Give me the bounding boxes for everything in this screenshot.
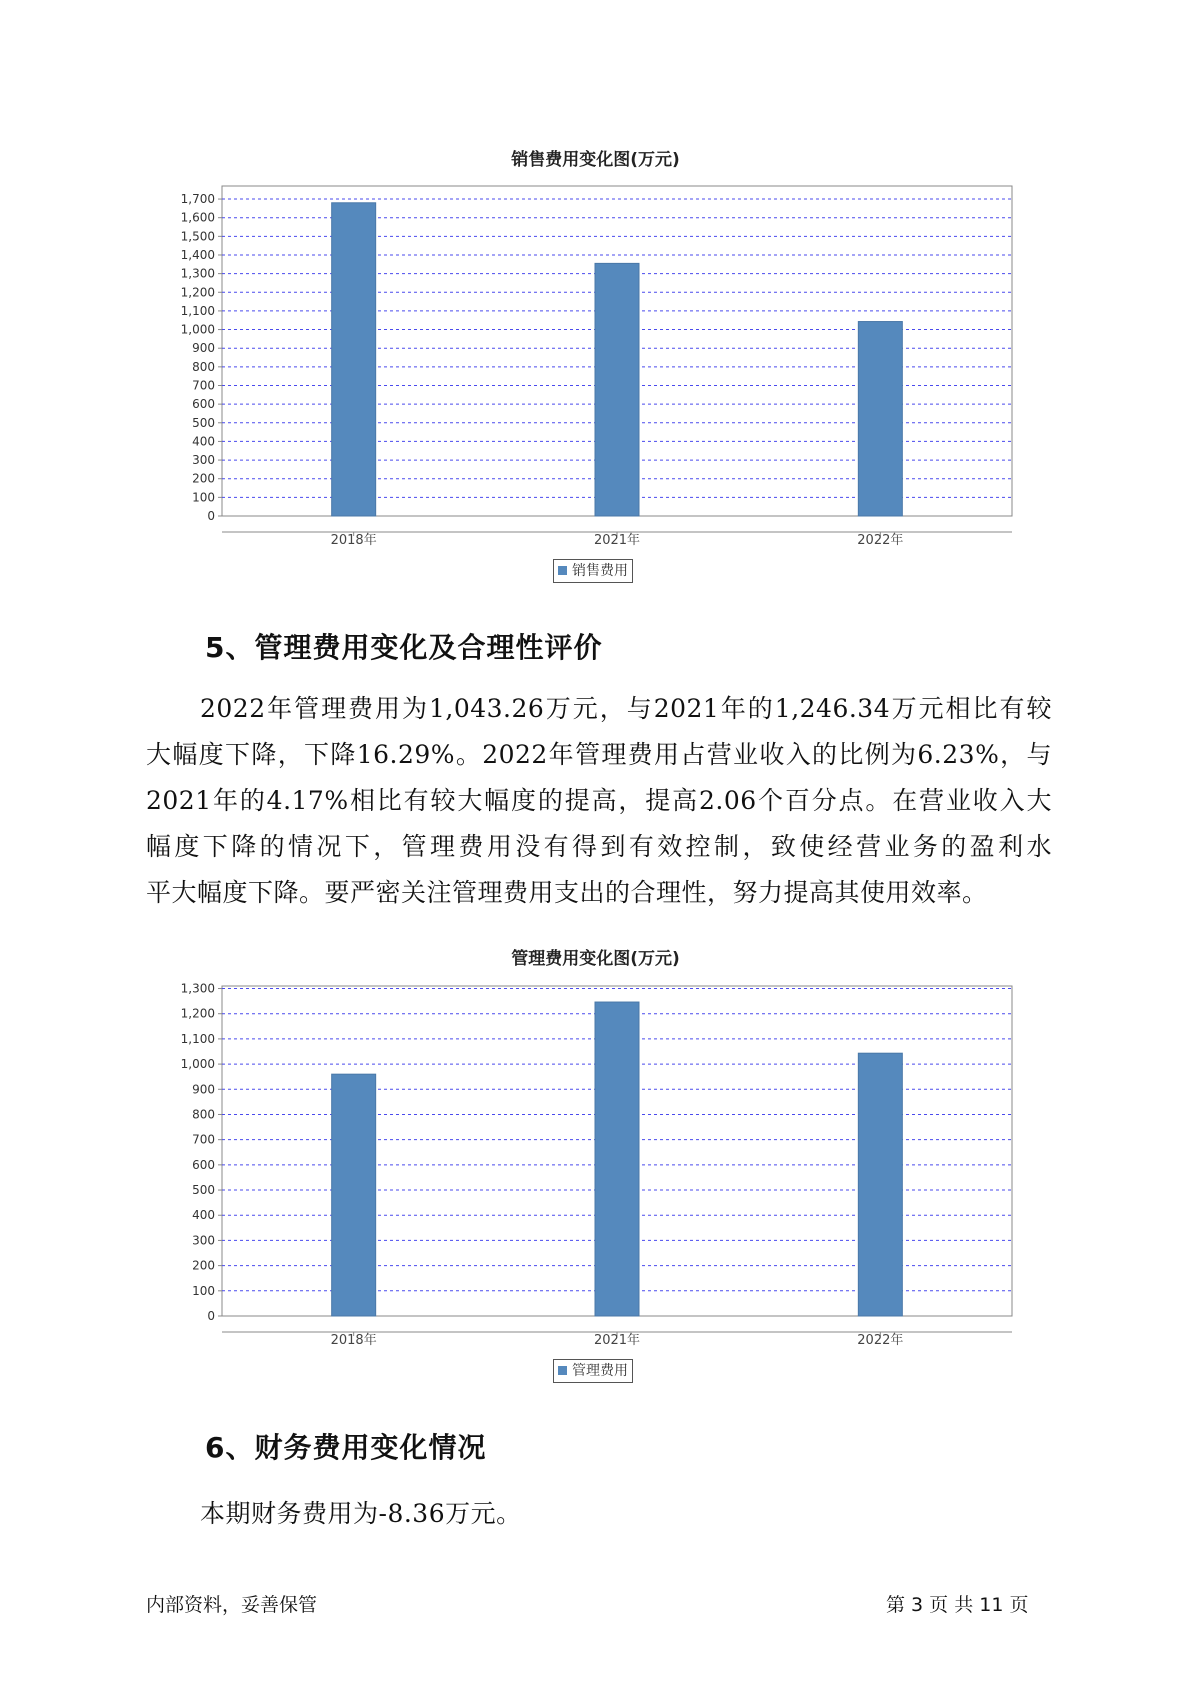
y-tick-label: 400 <box>192 434 215 449</box>
paragraph-line: 幅度下降的情况下，管理费用没有得到有效控制，致使经营业务的盈利水 <box>146 832 1052 861</box>
y-tick-label: 200 <box>192 1258 215 1273</box>
y-tick-label: 700 <box>192 378 215 393</box>
y-tick-label: 1,100 <box>180 1031 215 1046</box>
y-tick-label: 300 <box>192 453 215 468</box>
y-tick-label: 600 <box>192 397 215 412</box>
y-tick-label: 200 <box>192 471 215 486</box>
legend-swatch <box>558 566 567 575</box>
y-tick-label: 1,300 <box>180 266 215 281</box>
y-tick-label: 1,200 <box>180 285 215 300</box>
paragraph-line: 2021年的4.17%相比有较大幅度的提高，提高2.06个百分点。在营业收入大 <box>146 786 1052 815</box>
y-tick-label: 1,400 <box>180 247 215 262</box>
x-tick-label: 2018年 <box>330 533 377 548</box>
y-tick-label: 1,700 <box>180 192 215 207</box>
y-tick-label: 100 <box>192 490 215 505</box>
bar <box>595 263 639 516</box>
paragraph-line: 大幅度下降，下降16.29%。2022年管理费用占营业收入的比例为6.23%，与 <box>146 740 1052 769</box>
section-heading: 5、管理费用变化及合理性评价 <box>205 631 603 664</box>
x-tick-label: 2021年 <box>593 533 641 548</box>
legend-swatch <box>558 1366 567 1375</box>
chart-legend <box>553 559 633 583</box>
y-tick-label: 800 <box>192 359 215 374</box>
x-tick-label: 2018年 <box>330 1333 377 1348</box>
y-tick-label: 400 <box>192 1208 215 1223</box>
y-tick-label: 500 <box>192 415 215 430</box>
y-tick-label: 1,000 <box>180 1057 215 1072</box>
x-tick-label: 2022年 <box>857 533 904 548</box>
y-tick-label: 1,100 <box>180 303 215 318</box>
bar <box>858 1053 902 1316</box>
y-tick-label: 0 <box>207 1309 215 1323</box>
y-tick-label: 700 <box>192 1132 215 1147</box>
bar <box>858 322 902 516</box>
y-tick-label: 600 <box>192 1157 215 1172</box>
chart-legend <box>553 1359 633 1383</box>
bar <box>332 1074 376 1316</box>
legend-label: 管理费用 <box>572 1363 628 1379</box>
y-tick-label: 0 <box>207 509 215 523</box>
y-tick-label: 1,000 <box>180 322 215 337</box>
bar <box>332 203 376 516</box>
y-tick-label: 900 <box>192 1082 215 1097</box>
paragraph: 本期财务费用为-8.36万元。 <box>200 1499 522 1528</box>
footer-page-number: 第 3 页 共 11 页 <box>886 1594 1029 1616</box>
y-tick-label: 1,600 <box>180 210 215 225</box>
sales-expense-chart <box>0 160 1191 548</box>
admin-expense-chart <box>0 960 1191 1348</box>
bar <box>595 1002 639 1316</box>
chart-title: 管理费用变化图(万元) <box>511 949 680 969</box>
chart-title: 销售费用变化图(万元) <box>511 150 680 170</box>
footer-left: 内部资料，妥善保管 <box>146 1594 318 1616</box>
x-tick-label: 2021年 <box>593 1333 641 1348</box>
section-heading: 6、财务费用变化情况 <box>205 1431 487 1464</box>
x-tick-label: 2022年 <box>857 1333 904 1348</box>
y-tick-label: 500 <box>192 1183 215 1198</box>
legend-label: 销售费用 <box>572 563 628 579</box>
y-tick-label: 1,500 <box>180 229 215 244</box>
paragraph-line: 2022年管理费用为1,043.26万元，与2021年的1,246.34万元相比有较 <box>200 694 1052 723</box>
y-tick-label: 100 <box>192 1283 215 1298</box>
y-tick-label: 1,200 <box>180 1006 215 1021</box>
y-tick-label: 900 <box>192 341 215 356</box>
paragraph-line: 平大幅度下降。要严密关注管理费用支出的合理性，努力提高其使用效率。 <box>146 878 988 907</box>
y-tick-label: 300 <box>192 1233 215 1248</box>
y-tick-label: 1,300 <box>180 981 215 996</box>
y-tick-label: 800 <box>192 1107 215 1122</box>
paragraph <box>146 686 1052 916</box>
